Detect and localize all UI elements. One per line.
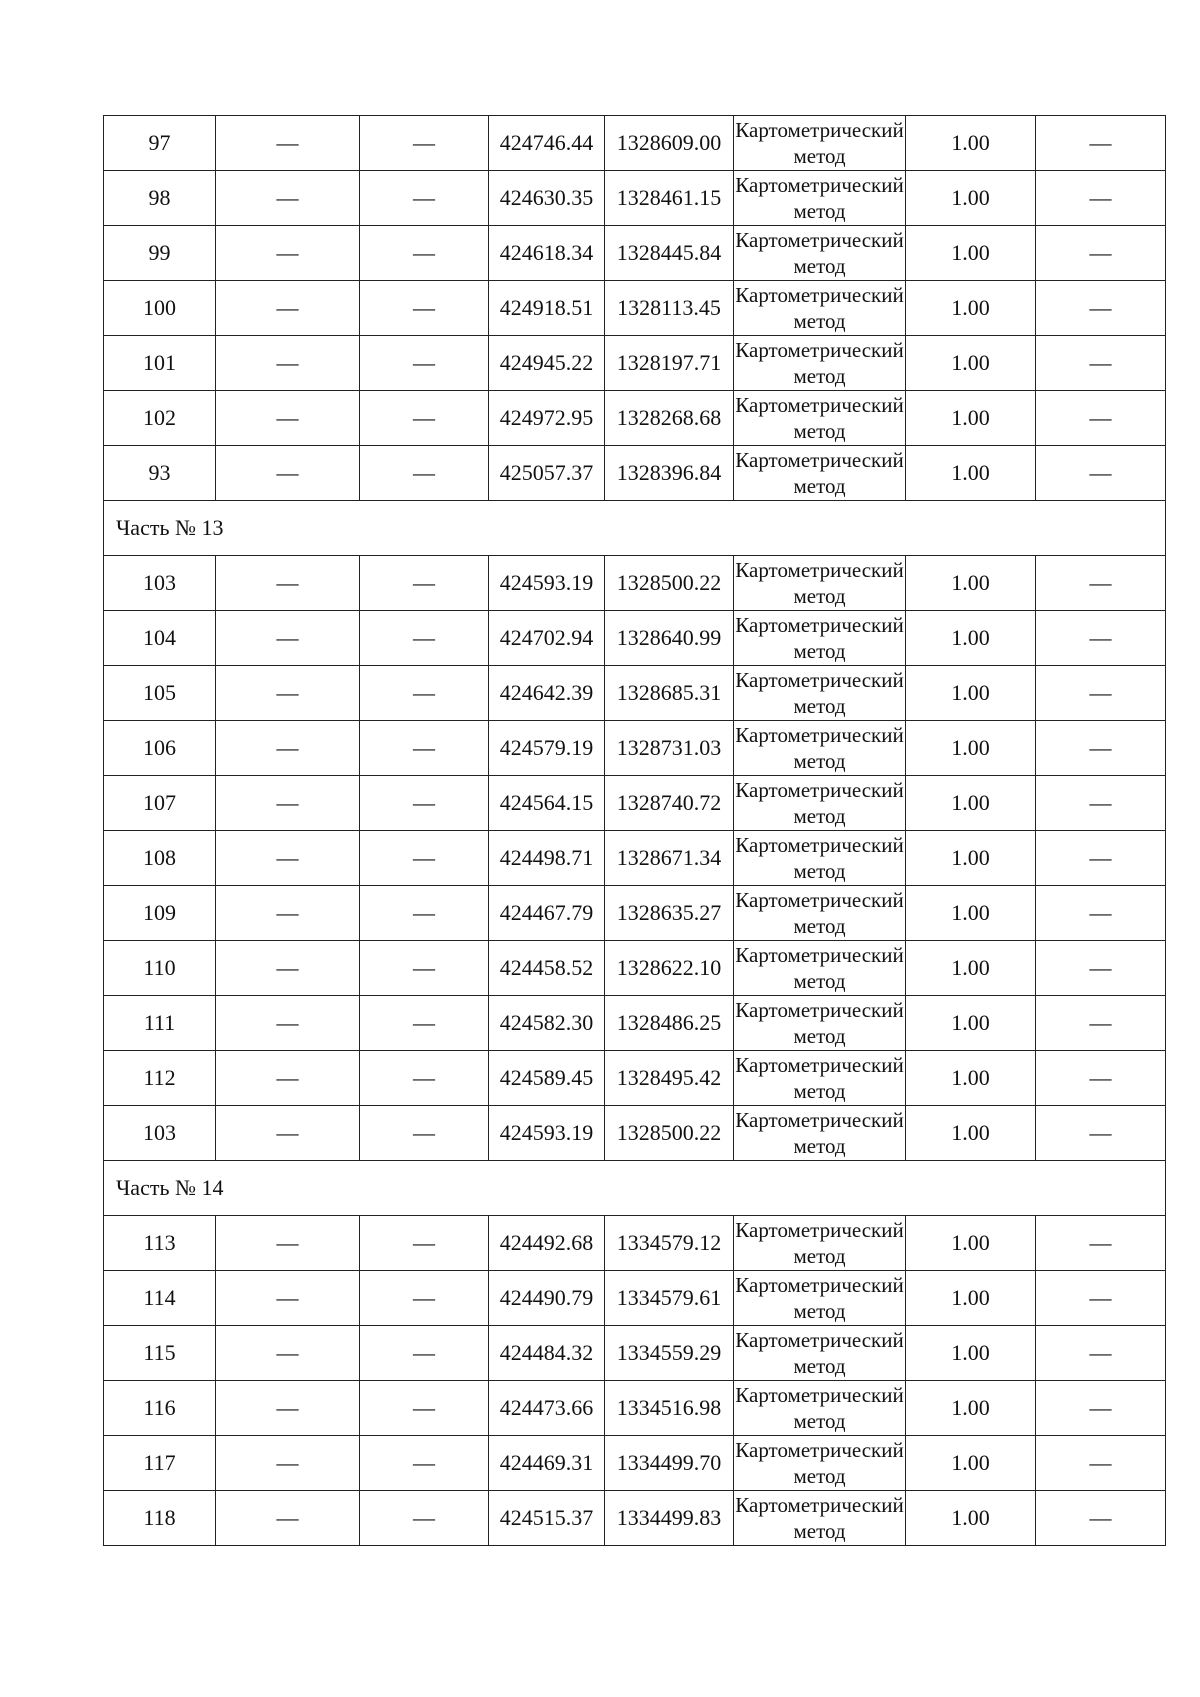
point-number-cell: 112 [104, 1051, 216, 1106]
x-coordinate-cell: 424498.71 [489, 831, 605, 886]
section-header-row [104, 1161, 1166, 1216]
accuracy-cell: 1.00 [906, 281, 1036, 336]
empty-dash-cell: — [216, 831, 360, 886]
point-number-cell: 105 [104, 666, 216, 721]
empty-dash-cell: — [1036, 1106, 1166, 1161]
accuracy-cell: 1.00 [906, 226, 1036, 281]
y-coordinate-cell: 1328609.00 [605, 116, 734, 171]
method-cell: Картометрический метод [734, 666, 906, 721]
empty-dash-cell: — [1036, 336, 1166, 391]
table-row [104, 1326, 1166, 1381]
empty-dash-cell: — [216, 886, 360, 941]
y-coordinate-cell: 1328396.84 [605, 446, 734, 501]
x-coordinate-cell: 424564.15 [489, 776, 605, 831]
x-coordinate-cell: 424582.30 [489, 996, 605, 1051]
empty-dash-cell: — [360, 446, 489, 501]
x-coordinate-cell: 424579.19 [489, 721, 605, 776]
empty-dash-cell: — [1036, 1436, 1166, 1491]
table-row [104, 941, 1166, 996]
accuracy-cell: 1.00 [906, 446, 1036, 501]
table-row [104, 1436, 1166, 1491]
table-row [104, 336, 1166, 391]
method-cell: Картометрический метод [734, 171, 906, 226]
table-row [104, 996, 1166, 1051]
empty-dash-cell: — [360, 1216, 489, 1271]
empty-dash-cell: — [216, 171, 360, 226]
x-coordinate-cell: 424490.79 [489, 1271, 605, 1326]
empty-dash-cell: — [360, 281, 489, 336]
y-coordinate-cell: 1334516.98 [605, 1381, 734, 1436]
table-row [104, 1271, 1166, 1326]
empty-dash-cell: — [360, 1491, 489, 1546]
empty-dash-cell: — [1036, 556, 1166, 611]
y-coordinate-cell: 1328197.71 [605, 336, 734, 391]
x-coordinate-cell: 424484.32 [489, 1326, 605, 1381]
empty-dash-cell: — [216, 666, 360, 721]
empty-dash-cell: — [360, 666, 489, 721]
y-coordinate-cell: 1328461.15 [605, 171, 734, 226]
method-cell: Картометрический метод [734, 721, 906, 776]
empty-dash-cell: — [360, 611, 489, 666]
table-row [104, 831, 1166, 886]
empty-dash-cell: — [360, 556, 489, 611]
coordinates-table [103, 115, 1166, 1546]
empty-dash-cell: — [1036, 446, 1166, 501]
empty-dash-cell: — [1036, 996, 1166, 1051]
empty-dash-cell: — [216, 1381, 360, 1436]
point-number-cell: 114 [104, 1271, 216, 1326]
point-number-cell: 97 [104, 116, 216, 171]
section-header-row [104, 501, 1166, 556]
point-number-cell: 102 [104, 391, 216, 446]
method-cell: Картометрический метод [734, 996, 906, 1051]
x-coordinate-cell: 424473.66 [489, 1381, 605, 1436]
y-coordinate-cell: 1328731.03 [605, 721, 734, 776]
empty-dash-cell: — [1036, 886, 1166, 941]
y-coordinate-cell: 1334579.12 [605, 1216, 734, 1271]
empty-dash-cell: — [360, 831, 489, 886]
x-coordinate-cell: 424458.52 [489, 941, 605, 996]
empty-dash-cell: — [1036, 281, 1166, 336]
point-number-cell: 103 [104, 1106, 216, 1161]
x-coordinate-cell: 424589.45 [489, 1051, 605, 1106]
table-row [104, 1106, 1166, 1161]
empty-dash-cell: — [216, 1271, 360, 1326]
empty-dash-cell: — [1036, 941, 1166, 996]
y-coordinate-cell: 1328635.27 [605, 886, 734, 941]
table-row [104, 226, 1166, 281]
point-number-cell: 100 [104, 281, 216, 336]
method-cell: Картометрический метод [734, 116, 906, 171]
table-row [104, 611, 1166, 666]
empty-dash-cell: — [360, 886, 489, 941]
empty-dash-cell: — [360, 391, 489, 446]
point-number-cell: 104 [104, 611, 216, 666]
empty-dash-cell: — [1036, 776, 1166, 831]
table-row [104, 886, 1166, 941]
method-cell: Картометрический метод [734, 446, 906, 501]
accuracy-cell: 1.00 [906, 1381, 1036, 1436]
section-title: Часть № 14 [104, 1161, 1166, 1216]
accuracy-cell: 1.00 [906, 1326, 1036, 1381]
empty-dash-cell: — [216, 1326, 360, 1381]
empty-dash-cell: — [216, 996, 360, 1051]
method-cell: Картометрический метод [734, 226, 906, 281]
y-coordinate-cell: 1328640.99 [605, 611, 734, 666]
x-coordinate-cell: 424945.22 [489, 336, 605, 391]
method-cell: Картометрический метод [734, 1106, 906, 1161]
accuracy-cell: 1.00 [906, 1271, 1036, 1326]
y-coordinate-cell: 1328268.68 [605, 391, 734, 446]
empty-dash-cell: — [360, 226, 489, 281]
empty-dash-cell: — [216, 446, 360, 501]
point-number-cell: 106 [104, 721, 216, 776]
method-cell: Картометрический метод [734, 831, 906, 886]
point-number-cell: 111 [104, 996, 216, 1051]
accuracy-cell: 1.00 [906, 996, 1036, 1051]
empty-dash-cell: — [360, 1106, 489, 1161]
empty-dash-cell: — [360, 336, 489, 391]
empty-dash-cell: — [360, 776, 489, 831]
point-number-cell: 93 [104, 446, 216, 501]
empty-dash-cell: — [360, 1381, 489, 1436]
empty-dash-cell: — [360, 1051, 489, 1106]
x-coordinate-cell: 424972.95 [489, 391, 605, 446]
point-number-cell: 109 [104, 886, 216, 941]
accuracy-cell: 1.00 [906, 336, 1036, 391]
accuracy-cell: 1.00 [906, 1216, 1036, 1271]
empty-dash-cell: — [216, 1051, 360, 1106]
method-cell: Картометрический метод [734, 1271, 906, 1326]
x-coordinate-cell: 424492.68 [489, 1216, 605, 1271]
table-row [104, 281, 1166, 336]
empty-dash-cell: — [1036, 116, 1166, 171]
x-coordinate-cell: 424593.19 [489, 556, 605, 611]
empty-dash-cell: — [360, 1271, 489, 1326]
y-coordinate-cell: 1328671.34 [605, 831, 734, 886]
table-row [104, 666, 1166, 721]
empty-dash-cell: — [360, 116, 489, 171]
accuracy-cell: 1.00 [906, 776, 1036, 831]
table-row [104, 1491, 1166, 1546]
point-number-cell: 108 [104, 831, 216, 886]
empty-dash-cell: — [1036, 1051, 1166, 1106]
empty-dash-cell: — [1036, 1271, 1166, 1326]
empty-dash-cell: — [1036, 1326, 1166, 1381]
y-coordinate-cell: 1328113.45 [605, 281, 734, 336]
empty-dash-cell: — [1036, 721, 1166, 776]
empty-dash-cell: — [216, 1216, 360, 1271]
method-cell: Картометрический метод [734, 391, 906, 446]
point-number-cell: 117 [104, 1436, 216, 1491]
method-cell: Картометрический метод [734, 1491, 906, 1546]
point-number-cell: 103 [104, 556, 216, 611]
y-coordinate-cell: 1328495.42 [605, 1051, 734, 1106]
method-cell: Картометрический метод [734, 1381, 906, 1436]
y-coordinate-cell: 1334499.83 [605, 1491, 734, 1546]
accuracy-cell: 1.00 [906, 1436, 1036, 1491]
method-cell: Картометрический метод [734, 941, 906, 996]
empty-dash-cell: — [360, 171, 489, 226]
point-number-cell: 113 [104, 1216, 216, 1271]
accuracy-cell: 1.00 [906, 941, 1036, 996]
table-row [104, 1381, 1166, 1436]
empty-dash-cell: — [216, 776, 360, 831]
accuracy-cell: 1.00 [906, 666, 1036, 721]
empty-dash-cell: — [216, 391, 360, 446]
empty-dash-cell: — [216, 336, 360, 391]
empty-dash-cell: — [1036, 831, 1166, 886]
empty-dash-cell: — [360, 721, 489, 776]
empty-dash-cell: — [1036, 226, 1166, 281]
x-coordinate-cell: 424918.51 [489, 281, 605, 336]
empty-dash-cell: — [360, 941, 489, 996]
y-coordinate-cell: 1328500.22 [605, 556, 734, 611]
method-cell: Картометрический метод [734, 336, 906, 391]
method-cell: Картометрический метод [734, 886, 906, 941]
empty-dash-cell: — [1036, 171, 1166, 226]
x-coordinate-cell: 424746.44 [489, 116, 605, 171]
table-row [104, 1216, 1166, 1271]
y-coordinate-cell: 1328740.72 [605, 776, 734, 831]
empty-dash-cell: — [216, 611, 360, 666]
empty-dash-cell: — [216, 1491, 360, 1546]
table-row [104, 391, 1166, 446]
point-number-cell: 115 [104, 1326, 216, 1381]
empty-dash-cell: — [1036, 611, 1166, 666]
empty-dash-cell: — [216, 116, 360, 171]
empty-dash-cell: — [1036, 1381, 1166, 1436]
point-number-cell: 110 [104, 941, 216, 996]
method-cell: Картометрический метод [734, 1216, 906, 1271]
empty-dash-cell: — [1036, 1491, 1166, 1546]
accuracy-cell: 1.00 [906, 886, 1036, 941]
empty-dash-cell: — [216, 1436, 360, 1491]
accuracy-cell: 1.00 [906, 556, 1036, 611]
accuracy-cell: 1.00 [906, 1491, 1036, 1546]
point-number-cell: 99 [104, 226, 216, 281]
accuracy-cell: 1.00 [906, 171, 1036, 226]
x-coordinate-cell: 424515.37 [489, 1491, 605, 1546]
table-row [104, 446, 1166, 501]
accuracy-cell: 1.00 [906, 116, 1036, 171]
y-coordinate-cell: 1328685.31 [605, 666, 734, 721]
empty-dash-cell: — [360, 996, 489, 1051]
accuracy-cell: 1.00 [906, 611, 1036, 666]
table-row [104, 776, 1166, 831]
x-coordinate-cell: 424467.79 [489, 886, 605, 941]
method-cell: Картометрический метод [734, 611, 906, 666]
x-coordinate-cell: 424642.39 [489, 666, 605, 721]
x-coordinate-cell: 424618.34 [489, 226, 605, 281]
empty-dash-cell: — [216, 556, 360, 611]
empty-dash-cell: — [216, 281, 360, 336]
method-cell: Картометрический метод [734, 1436, 906, 1491]
method-cell: Картометрический метод [734, 281, 906, 336]
section-title: Часть № 13 [104, 501, 1166, 556]
x-coordinate-cell: 424702.94 [489, 611, 605, 666]
table-row [104, 556, 1166, 611]
y-coordinate-cell: 1334559.29 [605, 1326, 734, 1381]
point-number-cell: 98 [104, 171, 216, 226]
table-row [104, 171, 1166, 226]
accuracy-cell: 1.00 [906, 391, 1036, 446]
point-number-cell: 118 [104, 1491, 216, 1546]
method-cell: Картометрический метод [734, 776, 906, 831]
empty-dash-cell: — [1036, 391, 1166, 446]
y-coordinate-cell: 1328445.84 [605, 226, 734, 281]
point-number-cell: 116 [104, 1381, 216, 1436]
empty-dash-cell: — [216, 226, 360, 281]
table-body [104, 116, 1166, 1546]
empty-dash-cell: — [216, 1106, 360, 1161]
empty-dash-cell: — [360, 1326, 489, 1381]
empty-dash-cell: — [1036, 666, 1166, 721]
y-coordinate-cell: 1334579.61 [605, 1271, 734, 1326]
empty-dash-cell: — [1036, 1216, 1166, 1271]
empty-dash-cell: — [360, 1436, 489, 1491]
empty-dash-cell: — [216, 941, 360, 996]
x-coordinate-cell: 424630.35 [489, 171, 605, 226]
x-coordinate-cell: 425057.37 [489, 446, 605, 501]
y-coordinate-cell: 1328486.25 [605, 996, 734, 1051]
empty-dash-cell: — [216, 721, 360, 776]
y-coordinate-cell: 1328622.10 [605, 941, 734, 996]
x-coordinate-cell: 424593.19 [489, 1106, 605, 1161]
point-number-cell: 107 [104, 776, 216, 831]
table-row [104, 721, 1166, 776]
y-coordinate-cell: 1328500.22 [605, 1106, 734, 1161]
method-cell: Картометрический метод [734, 1051, 906, 1106]
y-coordinate-cell: 1334499.70 [605, 1436, 734, 1491]
method-cell: Картометрический метод [734, 1326, 906, 1381]
method-cell: Картометрический метод [734, 556, 906, 611]
accuracy-cell: 1.00 [906, 831, 1036, 886]
accuracy-cell: 1.00 [906, 1106, 1036, 1161]
accuracy-cell: 1.00 [906, 721, 1036, 776]
table-row [104, 1051, 1166, 1106]
x-coordinate-cell: 424469.31 [489, 1436, 605, 1491]
table-row [104, 116, 1166, 171]
accuracy-cell: 1.00 [906, 1051, 1036, 1106]
point-number-cell: 101 [104, 336, 216, 391]
